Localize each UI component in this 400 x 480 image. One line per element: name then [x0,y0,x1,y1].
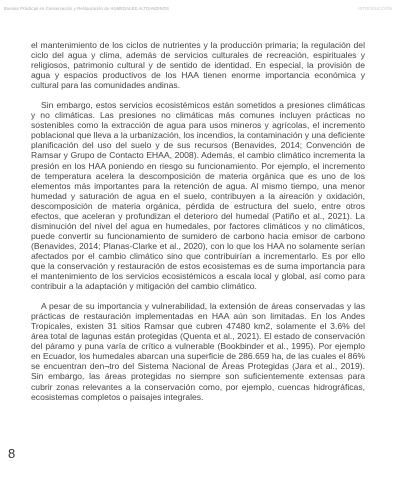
paragraph-2: Sin embargo, estos servicios ecosistémicos están sometidos a presiones climáticas y no climáticas. Las presiones no climáticas más comunes incluyen prácticas no sostenibles como la extracción de agua para usos mineros y agrícolas, el incremento poblacional que lleva a la urbanización, los incendios, la contaminación y una deficiente planificación del uso del suelo y de sus recursos (Benavides, 2014; Convención de Ramsar y Grupo de Contacto EHAA, 2008). Además, el cambio climático incrementa la presión en los HAA poniendo en riesgo su funcionamiento. Por ejemplo, el incremento de temperatura acelera la descomposición de materia orgánica que es uno de los elementos más importantes para la retención de agua. Al mismo tiempo, una menor humedad y saturación de agua en el suelo, contribuyen a la aireación y oxidación, descomposición de materia orgánica, pérdida de estructura del suelo, entre otros efectos, que aceleran y profundizan el deterioro del humedal (Patiño et al., 2021). La disminución del nivel del agua en humedales, por factores climáticos y no climáticos, puede convertir su funcionamiento de sumidero de carbono hacia emisor de carbono (Benavides, 2014; Planas-Clarke et al., 2020), con lo que los HAA no solamente serían afectados por el cambio climático sino que contribuirían a incrementarlo. Es por ello que la conservación y restauración de estos ecosistemas es de suma importancia para el mantenimiento de los servicios ecosistémicos a escala local y global, así como para contribuir a la adaptación y mitigación del cambio climático. [31,100,365,292]
body-text [31,40,365,402]
section-label: INTRODUCCIÓN [358,6,392,11]
running-header [4,6,392,11]
page-number: 8 [8,446,16,461]
paragraph-1: el mantenimiento de los ciclos de nutrientes y la producción primaria; la regulación del ciclo del agua y clima, además de servicios culturales de recreación, espirituales y religiosos, patrimonio cultural y de sentido de identidad. En especial, la provisión de agua y espacios productivos de los HAA tienen enorme importancia económica y cultural para las comunidades andinas. [31,40,365,91]
paragraph-3: A pesar de su importancia y vulnerabilidad, la extensión de áreas conservadas y las prácticas de restauración implementadas en HAA aún son limitadas. En los Andes Tropicales, existen 31 sitios Ramsar que cubren 47480 km2, solamente el 3.6% del área total de lagunas están protegidas (Quenta et al., 2021). El estado de conservación del páramo y puna varía de crítico a vulnerable (Bookbinder et al., 1995). Por ejemplo en Ecuador, los humedales abarcan una superficie de 286.659 ha, de las cuales el 86% se encuentran den¬tro del Sistema Nacional de Áreas Protegidas (Jara et al., 2019). Sin embargo, las áreas protegidas no siempre son suficientemente extensas para cubrir zonas relevantes a la conservación como, por ejemplo, cuencas hidrográficas, ecosistemas completos o paisajes integrales. [31,301,365,402]
running-title: Buenas Prácticas en Conservación y Restauración de HUMEDALES ALTOANDINOS [4,6,170,11]
